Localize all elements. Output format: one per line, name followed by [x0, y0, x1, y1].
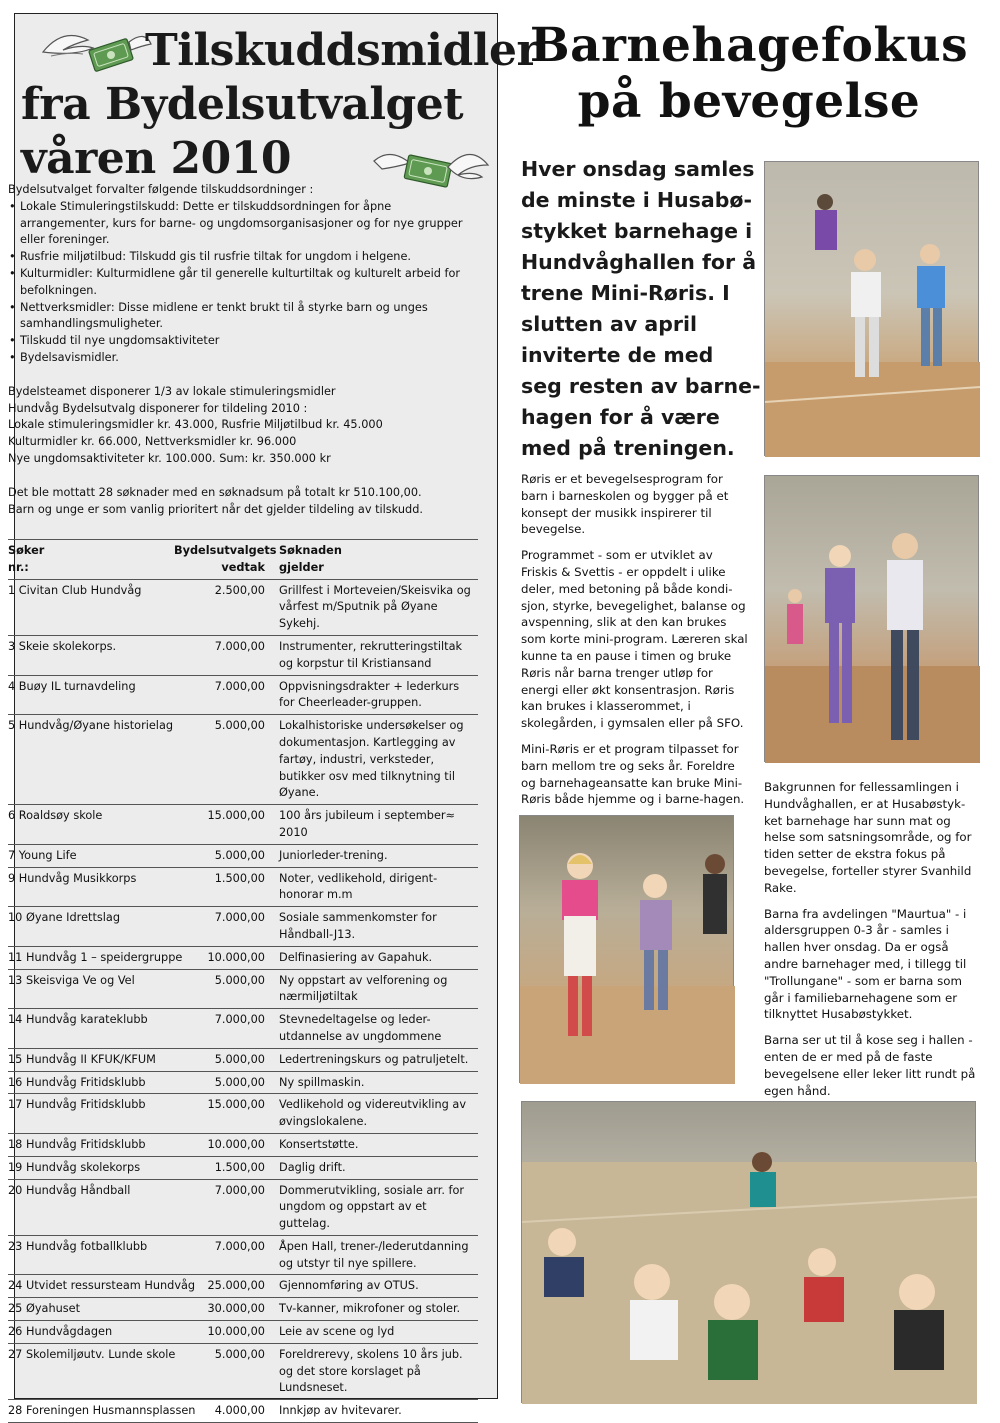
purpose-cell: Noter, vedlikehold, dirigent-honorar m.m: [279, 871, 438, 902]
amount-cell: 5.000,00: [214, 1075, 265, 1089]
purpose-cell: Tv-kanner, mikrofoner og stoler.: [279, 1302, 461, 1316]
allocation-line: Nye ungdomsaktiviteter kr. 100.000. Sum: kr. 350.000 kr: [8, 451, 331, 465]
table-row: [8, 1400, 478, 1423]
allocation-line: Hundvåg Bydelsutvalg disponerer for tildeling 2010 :: [8, 401, 308, 415]
scheme-item: • Bydelsavismidler.: [8, 350, 478, 367]
applicant-cell: 23 Hundvåg fotballklubb: [8, 1239, 148, 1253]
allocation-line: Bydelsteamet disponerer 1/3 av lokale stimuleringsmidler: [8, 384, 336, 398]
applicant-cell: 19 Hundvåg skolekorps: [8, 1160, 141, 1174]
allocation-line: Kulturmidler kr. 66.000, Nettverksmidler kr. 96.000: [8, 435, 297, 449]
applicant-cell: 20 Hundvåg Håndball: [8, 1183, 131, 1197]
received-line: Barn og unge er som vanlig prioritert når det gjelder tildeling av tilskudd.: [8, 502, 423, 516]
table-row: [8, 715, 478, 805]
applicant-cell: 25 Øyahuset: [8, 1302, 81, 1316]
purpose-cell: Lokalhistoriske undersøkelser og dokumentasjon. Kartlegging av fartøy, industri, verksteder, butikker osv med tilknytning til Øyane.: [279, 719, 464, 800]
kindergarten-title-line-1: Barnehagefokus: [529, 18, 969, 73]
table-row: [8, 1236, 478, 1276]
applicant-cell: 15 Hundvåg II KFUK/KFUM: [8, 1052, 156, 1066]
scheme-item: • Tilskudd til nye ungdomsaktiviteter: [8, 333, 478, 350]
scheme-item: • Nettverksmidler: Disse midlene er tenkt brukt til å styrke barn og unges samhandlingsmuligheter.: [8, 300, 478, 334]
table-row: [8, 1049, 478, 1072]
purpose-cell: Leie av scene og lyd: [279, 1325, 395, 1339]
purpose-cell: Instrumenter, rekrutteringstiltak og korpstur til Kristiansand: [279, 639, 463, 670]
applicant-cell: 9 Hundvåg Musikkorps: [8, 871, 137, 885]
applicant-cell: 16 Hundvåg Fritidsklubb: [8, 1075, 146, 1089]
received-line: Det ble mottatt 28 søknader med en søknadsum på totalt kr 510.100,00.: [8, 485, 422, 499]
kindergarten-body-column-2: [764, 779, 976, 1108]
applicant-cell: 10 Øyane Idrettslag: [8, 911, 120, 925]
amount-cell: 5.000,00: [214, 1052, 265, 1066]
purpose-cell: Delfinasiering av Gapahuk.: [279, 950, 433, 964]
amount-cell: 5.000,00: [214, 848, 265, 862]
amount-cell: 7.000,00: [214, 639, 265, 653]
table-row: [8, 1134, 478, 1157]
applicant-cell: 11 Hundvåg 1 – speidergruppe: [8, 950, 183, 964]
amount-cell: 30.000,00: [207, 1302, 265, 1316]
purpose-cell: Sosiale sammenkomster for Håndball-J13.: [279, 911, 437, 941]
applicant-cell: 26 Hundvågdagen: [8, 1325, 113, 1339]
grants-intro: [8, 182, 478, 518]
amount-cell: 7.000,00: [214, 1239, 265, 1253]
amount-cell: 7.000,00: [214, 1013, 265, 1027]
amount-cell: 5.000,00: [214, 1347, 265, 1361]
purpose-cell: Ledertreningskurs og patruljetelt.: [279, 1052, 469, 1066]
table-row: [8, 947, 478, 970]
kindergarten-title: [508, 18, 990, 130]
amount-cell: 5.000,00: [214, 973, 265, 987]
grants-title: [21, 24, 540, 186]
kindergarten-body-column-1: [521, 471, 751, 817]
table-row: [8, 580, 478, 636]
scheme-item: • Kulturmidler: Kulturmidlene går til generelle kulturtiltak og kulturelt arbeid for befolkningen.: [8, 266, 478, 300]
table-row: [8, 868, 478, 908]
amount-cell: 5.000,00: [214, 719, 265, 733]
amount-cell: 4.000,00: [214, 1404, 265, 1418]
purpose-cell: 100 års jubileum i september≈ 2010: [279, 809, 456, 839]
applicant-cell: 6 Roaldsøy skole: [8, 809, 103, 823]
purpose-cell: Stevnedeltagelse og leder-utdannelse av ungdommene: [279, 1013, 442, 1043]
amount-cell: 15.000,00: [207, 809, 265, 823]
amount-cell: 15.000,00: [207, 1098, 265, 1112]
table-row: [8, 1157, 478, 1180]
table-body: [8, 580, 478, 1423]
amount-cell: 2.500,00: [214, 583, 265, 597]
kindergarten-lead: Hver onsdag samles de minste i Husabø-stykket barnehage i Hundvåghallen for å trene Mini-Røris. I slutten av april inviterte de med seg resten av barne-hagen for å være med på treningen.: [521, 157, 761, 460]
amount-cell: 25.000,00: [207, 1279, 265, 1293]
amount-cell: 7.000,00: [214, 911, 265, 925]
purpose-cell: Innkjøp av hvitevarer.: [279, 1404, 402, 1418]
photo-children-sitting: [521, 1101, 976, 1403]
applicant-cell: 28 Foreningen Husmannsplassen: [8, 1404, 196, 1418]
purpose-cell: Vedlikehold og videreutvikling av øvingslokalene.: [279, 1098, 467, 1129]
applicant-cell: 18 Hundvåg Fritidsklubb: [8, 1137, 146, 1151]
intro-heading: Bydelsutvalget forvalter følgende tilskuddsordninger :: [8, 183, 314, 196]
photo-girls-dancing: [519, 815, 734, 1083]
applicant-cell: 17 Hundvåg Fritidsklubb: [8, 1098, 146, 1112]
table-row: [8, 1094, 478, 1134]
amount-cell: 7.000,00: [214, 1183, 265, 1197]
grants-title-line-2: fra Bydelsutvalget: [21, 79, 464, 130]
applicant-cell: 1 Civitan Club Hundvåg: [8, 583, 142, 597]
body-paragraph: Røris er et bevegelsesprogram for barn i barneskolen og bygger på et konsept der musikk inspirerer til bevegelse.: [521, 472, 729, 537]
grants-title-line-1: Tilskuddsmidler: [145, 25, 540, 76]
applicant-cell: 3 Skeie skolekorps.: [8, 639, 117, 653]
header-decision: Bydelsutvalgets vedtak: [174, 544, 277, 574]
purpose-cell: Konsertstøtte.: [279, 1137, 359, 1151]
purpose-cell: Ny oppstart av velforening og nærmiljøtiltak: [279, 973, 448, 1004]
table-row: [8, 636, 478, 676]
purpose-cell: Ny spillmaskin.: [279, 1075, 365, 1089]
table-row: [8, 907, 478, 947]
table-row: [8, 1321, 478, 1344]
scheme-list: [8, 199, 478, 367]
purpose-cell: Oppvisningsdrakter + lederkurs for Cheerleader-gruppen.: [279, 679, 460, 710]
body-paragraph: Barna fra avdelingen "Maurtua" - i aldersgruppen 0-3 år - samles i hallen hver onsdag. Da er også andre barnehager med, i tillegg til "Trollungane" - som er barna som går i familiebarnehagene som er tilknyttet Husabøstykket.: [764, 906, 967, 1022]
table-row: [8, 1072, 478, 1095]
photo-children-exercising: [764, 475, 979, 762]
amount-cell: 7.000,00: [214, 679, 265, 693]
applicant-cell: 7 Young Life: [8, 848, 77, 862]
grants-title-line-3: våren 2010: [21, 133, 292, 184]
applicant-cell: 27 Skolemiljøutv. Lunde skole: [8, 1347, 176, 1361]
amount-cell: 10.000,00: [207, 950, 265, 964]
table-row: [8, 1275, 478, 1298]
applicant-cell: 5 Hundvåg/Øyane historielag: [8, 719, 174, 733]
table-header: [8, 539, 478, 580]
table-row: [8, 845, 478, 868]
kindergarten-title-line-2: på bevegelse: [577, 74, 921, 129]
amount-cell: 1.500,00: [214, 1160, 265, 1174]
purpose-cell: Foreldrerevy, skolens 10 års jub. og det store korslaget på Lundsneset.: [279, 1347, 463, 1395]
header-applicant: Søker nr.:: [8, 544, 45, 574]
table-row: [8, 1180, 478, 1236]
table-row: [8, 1344, 478, 1400]
header-purpose: Søknaden gjelder: [279, 544, 342, 574]
table-row: [8, 970, 478, 1010]
applicant-cell: 4 Buøy IL turnavdeling: [8, 679, 136, 693]
applicant-cell: 14 Hundvåg karateklubb: [8, 1013, 148, 1027]
body-paragraph: Bakgrunnen for fellessamlingen i Hundvåghallen, er at Husabøstyk-ket barnehage har sunn mat og helse som satsningsområde, og for tiden setter de ekstra fokus på bevegelse, forteller styrer Svanhild Rake.: [764, 780, 972, 895]
scheme-item: • Lokale Stimuleringstilskudd: Dette er tilskuddsordningen for åpne arrangementer, kurs for barne- og ungdomsorganisasjoner og for nye grupper eller foreninger.: [8, 199, 478, 249]
body-paragraph: Programmet - som er utviklet av Friskis & Svettis - er oppdelt i ulike deler, med betoning på både kondi-sjon, styrke, bevegelighet, balanse og avspenning, slik at den kan brukes som korte mini-program. Læreren skal kunne ta en pause i timen og bruke Røris når barna trenger utløp for energi eller økt konsentrasjon. Røris kan brukes i klasserommet, i skolegården, i gymsalen eller på SFO.: [521, 548, 748, 731]
purpose-cell: Grillfest i Morteveien/Skeisvika og vårfest m/Sputnik på Øyane Sykehj.: [279, 583, 471, 631]
purpose-cell: Dommerutvikling, sosiale arr. for ungdom og oppstart av et guttelag.: [279, 1183, 465, 1231]
purpose-cell: Åpen Hall, trener-/lederutdanning og utstyr til nye spillere.: [279, 1239, 469, 1270]
table-row: [8, 805, 478, 845]
purpose-cell: Gjennomføring av OTUS.: [279, 1279, 419, 1293]
amount-cell: 1.500,00: [214, 871, 265, 885]
amount-cell: 10.000,00: [207, 1137, 265, 1151]
photo-children-dancing: [764, 161, 979, 456]
grants-table: [8, 539, 478, 1423]
body-paragraph: Mini-Røris er et program tilpasset for barn mellom tre og seks år. Foreldre og barnehageansatte kan bruke Mini-Røris både hjemme og i barne-hagen.: [521, 741, 745, 807]
body-paragraph: Barna ser ut til å kose seg i hallen - enten de er med på de faste bevegelsene eller leker litt rundt på egen hånd.: [764, 1033, 976, 1098]
table-row: [8, 1009, 478, 1049]
amount-cell: 10.000,00: [207, 1325, 265, 1339]
purpose-cell: Juniorleder-trening.: [279, 848, 388, 862]
table-row: [8, 676, 478, 716]
applicant-cell: 13 Skeisviga Ve og Vel: [8, 973, 135, 987]
table-row: [8, 1298, 478, 1321]
purpose-cell: Daglig drift.: [279, 1160, 346, 1174]
allocation-line: Lokale stimuleringsmidler kr. 43.000, Rusfrie Miljøtilbud kr. 45.000: [8, 418, 383, 432]
scheme-item: • Rusfrie miljøtilbud: Tilskudd gis til rusfrie tiltak for ungdom i helgene.: [8, 249, 478, 266]
applicant-cell: 24 Utvidet ressursteam Hundvåg: [8, 1279, 196, 1293]
